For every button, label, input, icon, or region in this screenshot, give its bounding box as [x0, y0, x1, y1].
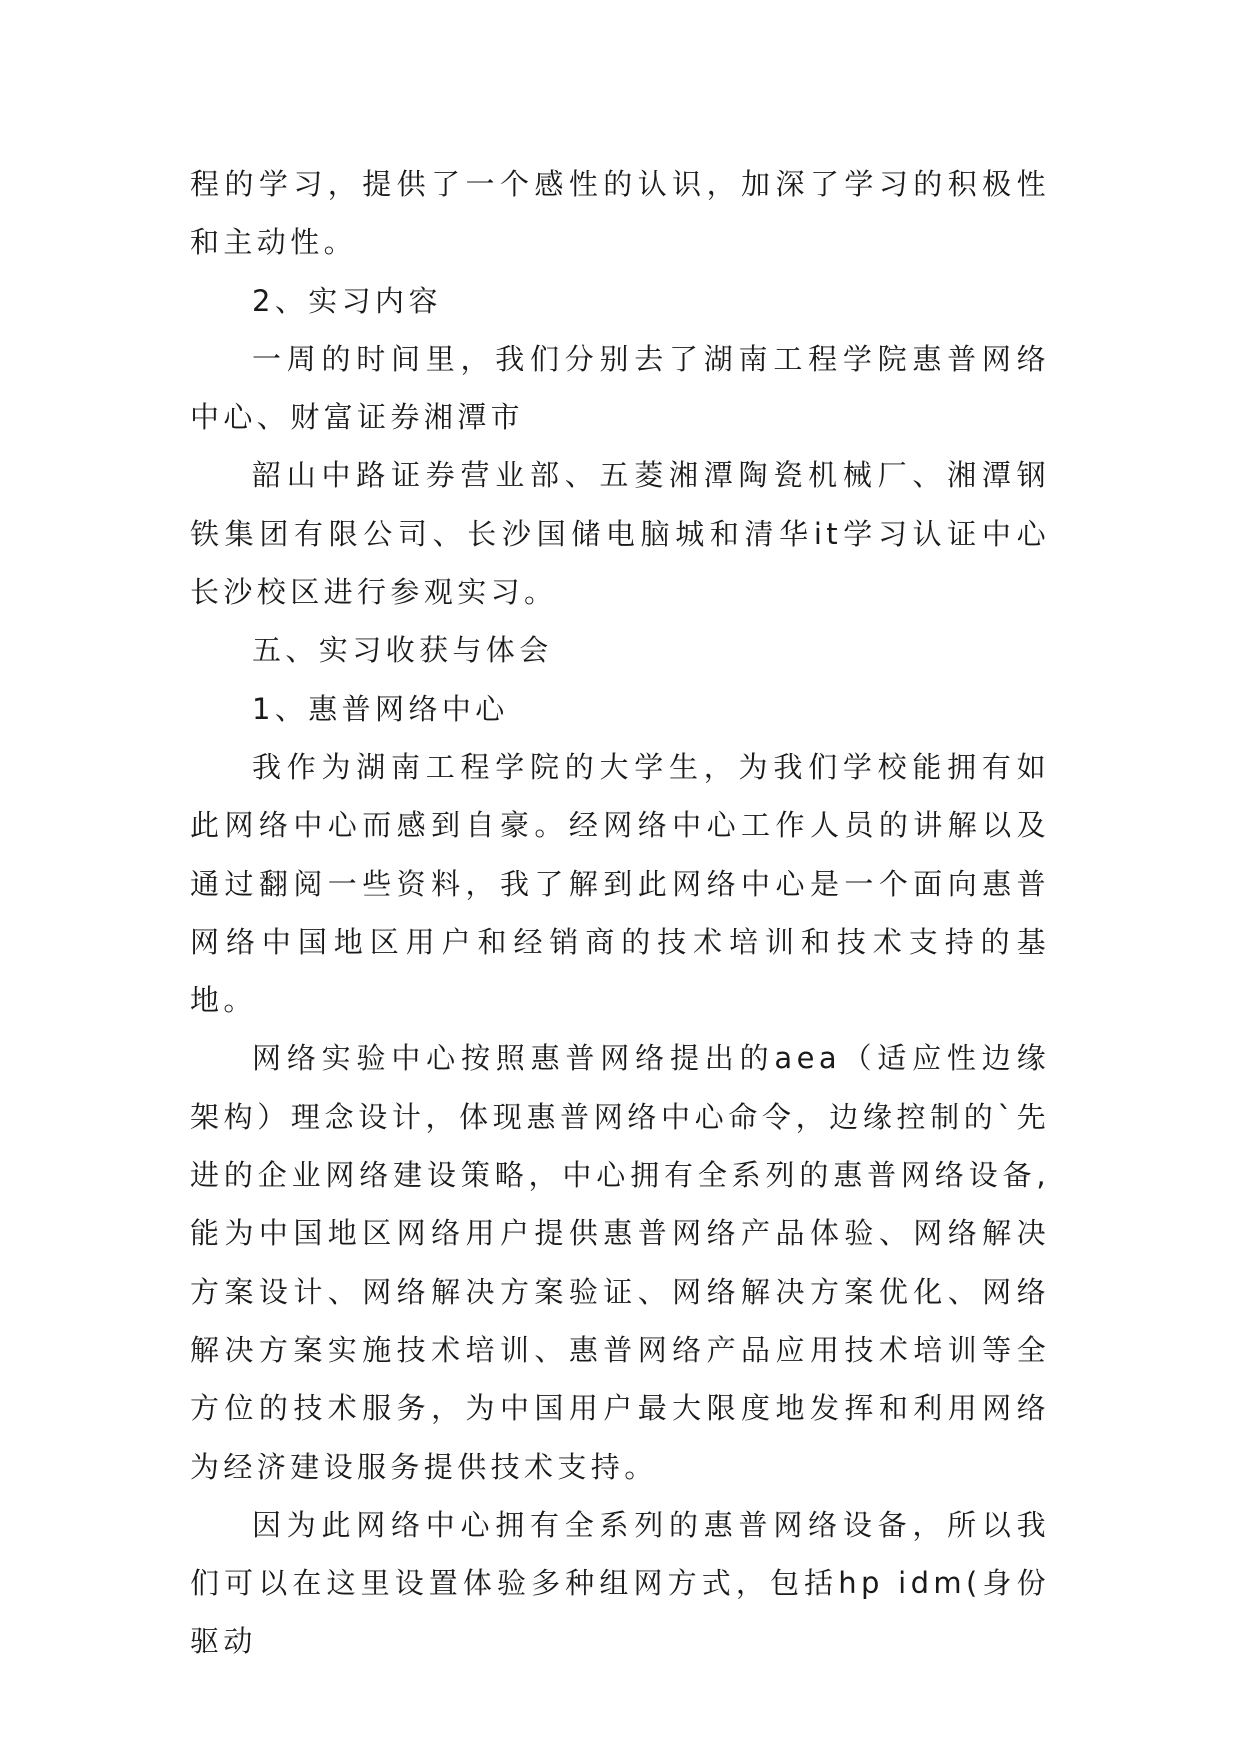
- paragraph-2-heading: 2、实习内容: [252, 283, 442, 318]
- paragraph-8: 网络实验中心按照惠普网络提出的aea（适应性边缘架构）理念设计，体现惠普网络中心命令，边缘控制的`先进的企业网络建设策略，中心拥有全系列的惠普网络设备,能为中国地区网络用户提供惠普网络产品体验、网络解决方案设计、网络解决方案验证、网络解决方案优化、网络解决方案实施技术培训、惠普网络产品应用技术培训等全方位的技术服务，为中国用户最大限度地发挥和利用网络为经济建设服务提供技术支持。: [190, 1041, 1050, 1484]
- document-body: [190, 155, 1050, 1671]
- subsection-heading: 1、惠普网络中心: [252, 691, 509, 726]
- paragraph-3: 一周的时间里，我们分别去了湖南工程学院惠普网络中心、财富证券湘潭市: [190, 341, 1050, 435]
- paragraph-1: 程的学习，提供了一个感性的认识，加深了学习的积极性和主动性。: [190, 167, 1050, 260]
- paragraph-4: 韶山中路证券营业部、五菱湘潭陶瓷机械厂、湘潭钢铁集团有限公司、长沙国储电脑城和清华it学习认证中心长沙校区进行参观实习。: [190, 458, 1050, 610]
- paragraph-9: 因为此网络中心拥有全系列的惠普网络设备，所以我们可以在这里设置体验多种组网方式，包括hp idm(身份驱动: [190, 1507, 1050, 1659]
- section-heading: 五、实习收获与体会: [252, 633, 553, 668]
- paragraph-7: 我作为湖南工程学院的大学生，为我们学校能拥有如此网络中心而感到自豪。经网络中心工作人员的讲解以及通过翻阅一些资料，我了解到此网络中心是一个面向惠普网络中国地区用户和经销商的技术培训和技术支持的基地。: [190, 749, 1050, 1018]
